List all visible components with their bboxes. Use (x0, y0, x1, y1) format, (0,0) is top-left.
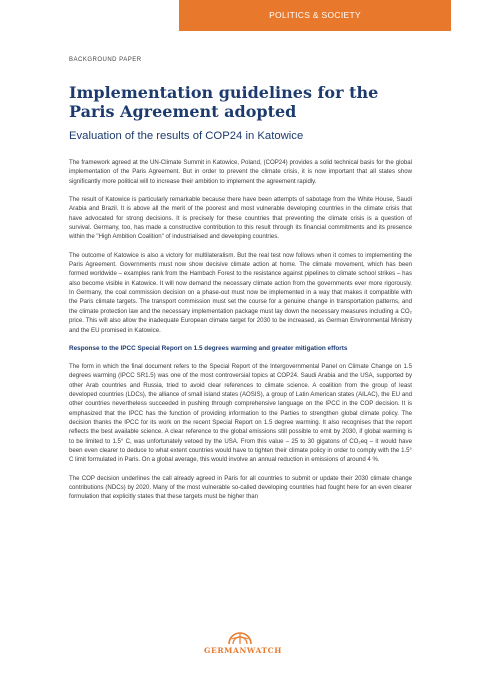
page-subtitle: Evaluation of the results of COP24 in Katowice (69, 130, 304, 142)
section-banner: POLITICS & SOCIETY (179, 0, 451, 31)
paragraph: The form in which the final document refers to the Special Report of the Intergovernmental Panel on Climate Change on 1.5 degrees warming (IPCC SR1.5) was one of the most controversial topics at COP24. Saudi Arabia and the USA, supported by other Arab countries and Russia, tried to avoid clear references to climate science. A coalition from the group of least developed countries (LDCs), the alliance of small island states (AOSIS), a group of Latin American states (AILAC), the EU and other countries nevertheless succeeded in pushing through comprehensive language on the IPCC in the COP decision. It is emphasized that the IPCC has the function of providing information to the Parties to strengthen global climate policy. The decision thanks the IPCC for its work on the recent Special Report on 1.5 degree warming. It also recognises that the report reflects the best available science. A clear reference to the global emissions still possible to emit by 2030, if global warming is to be limited to 1.5° C, was unfortunately vetoed by the USA. From this value – 25 to 30 gigatons of CO₂eq – it would have been even clearer to deduce to what extent countries would have to tighten their climate policy in order to comply with the 1.5° C limit formulated in Paris. On a global average, this would involve an annual reduction in emissions of around 4 %. (69, 362, 412, 464)
globe-icon (204, 626, 276, 645)
page-title: Implementation guidelines for the Paris Agreement adopted (69, 83, 379, 121)
paragraph: The result of Katowice is particularly remarkable because there have been attempts of sabotage from the White House, Saudi Arabia and Brazil. It is above all the merit of the poorest and most vulnerable developing countries in the climate crisis that have advocated for strong decisions. It is precisely for these countries that preventing the climate crisis is a question of survival. Germany, too, has made a constructive contribution to this result through its financial commitments and its presence within the "High Ambition Coalition" of industrialised and developing countries. (69, 196, 412, 241)
paragraph: The framework agreed at the UN-Climate Summit in Katowice, Poland, (COP24) provides a solid technical basis for the global implementation of the Paris Agreement. But in order to prevent the climate crisis, it is now important that all states show significantly more political will to increase their ambition to implement the agreement rapidly. (69, 159, 412, 185)
document-kicker: BACKGROUND PAPER (69, 57, 142, 63)
document-body (69, 55, 412, 502)
paragraph: The outcome of Katowice is also a victory for multilateralism. But the real test now follows when it comes to implementing the Paris Agreement. Governments must now show decisive climate action at home. The climate movement, which has been formed worldwide – examples rank from the Hambach Forest to the resistance against pipelines to climate school strikes – has also become visible in Katowice. It will now demand the necessary climate action from the governments ever more rigorously. In Germany, the coal commission decision on a phase-out must now be implemented in a way that makes it compatible with the Paris climate targets. The transport commission must set the course for a genuine change in transportation patterns, and the climate protection law and the necessary implementation package must lay down the necessary measures including a CO₂ price. This will also allow the inadequate European climate target for 2030 to be increased, as German Environmental Ministry and the EU promised in Katowice. (69, 251, 412, 334)
section-heading: Response to the IPCC Special Report on 1.5 degrees warming and greater mitigation efforts (69, 344, 348, 352)
logo-text: GERMANWATCH (204, 646, 282, 655)
germanwatch-logo (204, 626, 282, 655)
paragraph: The COP decision underlines the call already agreed in Paris for all countries to submit or update their 2030 climate change contributions (NDCs) by 2020. Many of the most vulnerable so-called developing countries had fought here for an even clearer formulation that explicitly states that these targets must be higher than (69, 474, 412, 501)
